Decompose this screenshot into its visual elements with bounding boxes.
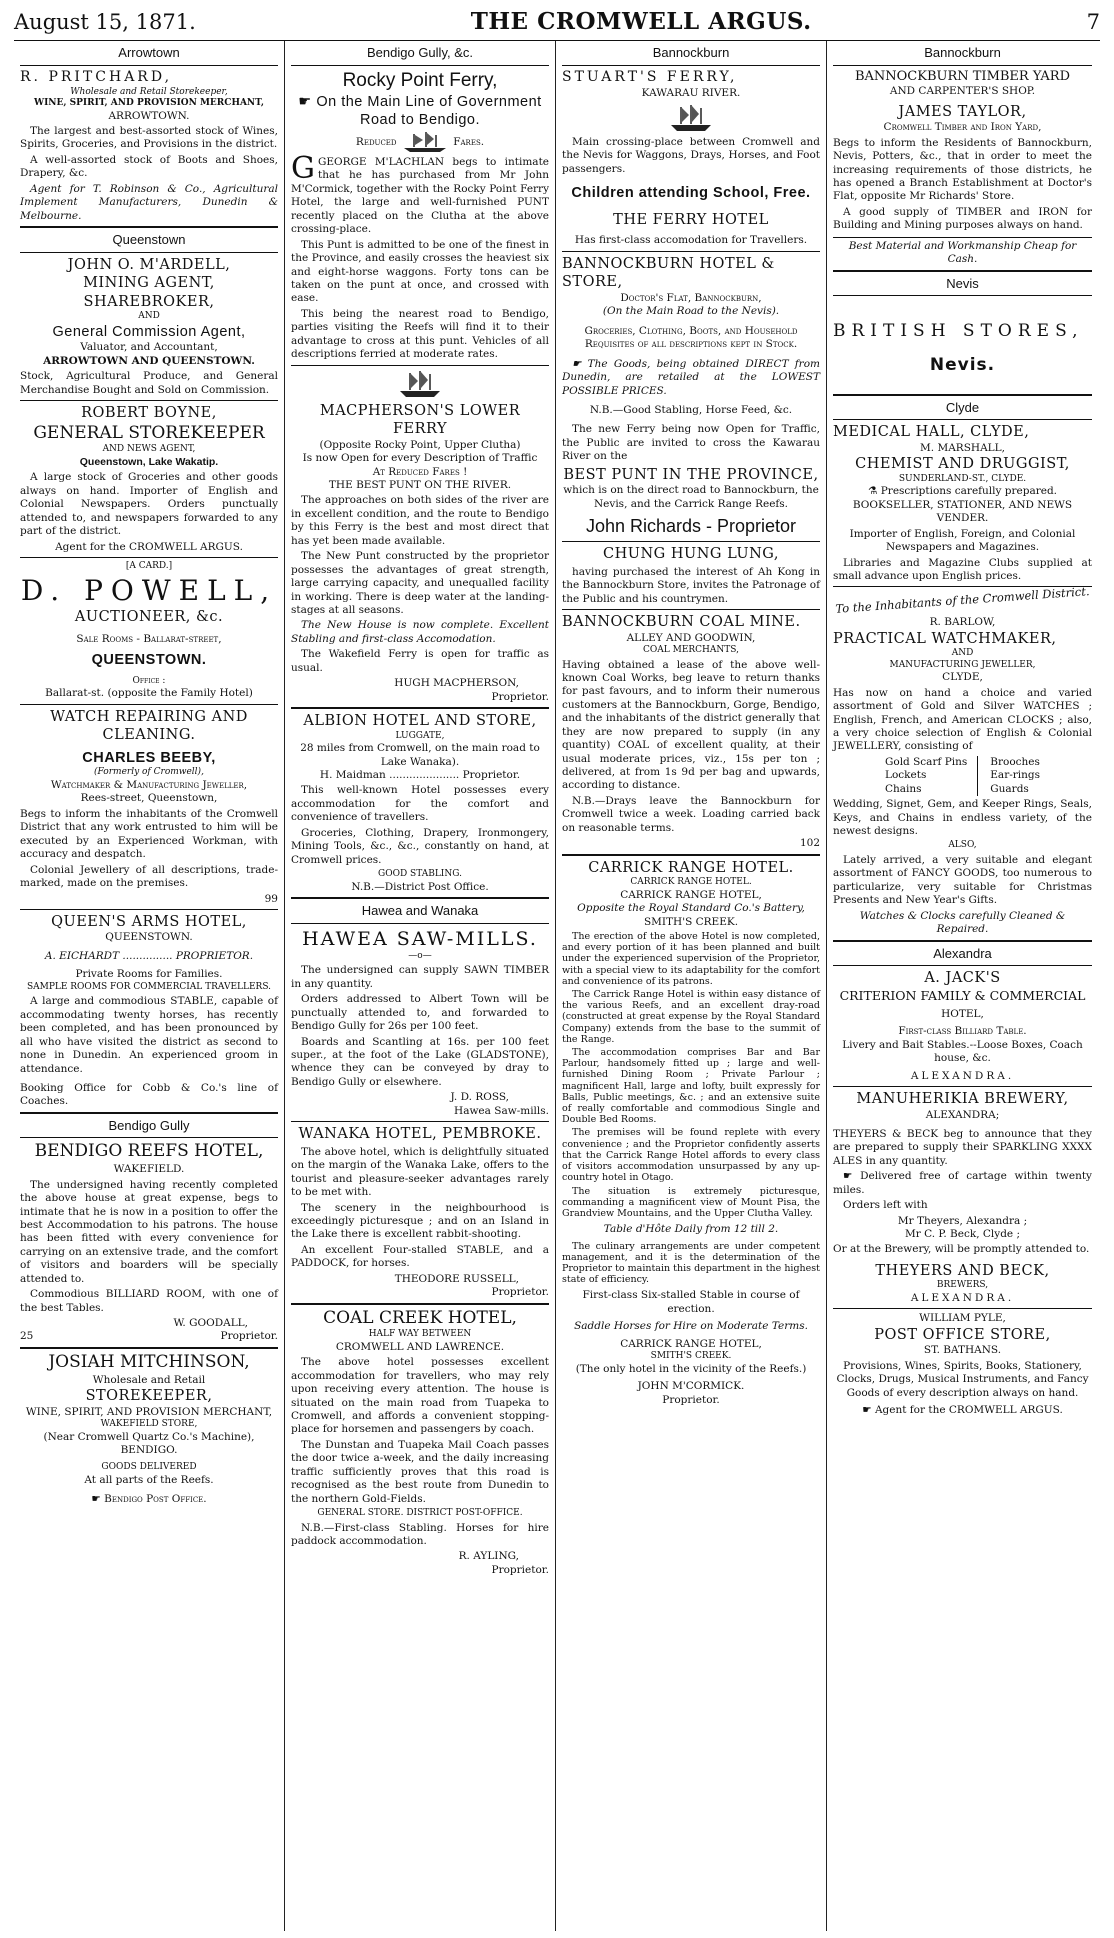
- ad-name: BENDIGO REEFS HOTEL,: [34, 1141, 264, 1162]
- ad-line: AND NEWS AGENT,: [102, 444, 196, 455]
- ad-line: (Near Cromwell Quartz Co.'s Machine),: [43, 1430, 255, 1443]
- list-item: Lockets: [884, 769, 927, 782]
- ad-text: Orders addressed to Albert Town will be punctually attended to, and forwarded to Bendigo Gully for 26s per 100 feet.: [291, 993, 549, 1033]
- ad-line: General Commission Agent,: [52, 323, 246, 340]
- ad-line: HALF WAY BETWEEN: [368, 1329, 472, 1340]
- ad-text: Groceries, Clothing, Drapery, Ironmongery, Mining Tools, &c., &c., constantly on hand, at Cromwell prices.: [291, 826, 549, 866]
- ad-beeby: [20, 708, 278, 906]
- section-heading: Hawea and Wanaka: [361, 902, 479, 918]
- ad-line: SUNDERLAND-ST., CLYDE.: [898, 473, 1027, 484]
- ad-mardell: [20, 256, 278, 397]
- section-heading: Bannockburn: [924, 45, 1001, 60]
- ad-text: The premises will be found replete with every convenience ; and the Proprietor confidently asserts that the Carrick Range Hotel affords to every class of visitors accommodation unsurpassed by any up-country hotel in Otago.: [562, 1127, 820, 1184]
- ad-line: 28 miles from Cromwell, on the main road to Lake Wanaka).: [300, 742, 540, 768]
- ad-line: (The only hotel in the vicinity of the Reefs.): [575, 1362, 807, 1375]
- ad-medical-hall: [833, 423, 1092, 583]
- ad-text: The approaches on both sides of the river are in excellent condition, and the route to Bendigo by this Ferry is the best and most direct that has yet been made available.: [291, 494, 549, 547]
- ad-boyne: [20, 404, 278, 554]
- ad-line: N.B.—District Post Office.: [351, 880, 489, 893]
- ad-name: QUEEN'S ARMS HOTEL,: [51, 913, 247, 930]
- ad-text: A large stock of Groceries and other goods always on hand. Importer of English and Colonial Newspapers. Orders punctually attended to, and newspapers forwarded to any part of the district.: [20, 471, 278, 538]
- mortar-pestle-icon: ⚗: [867, 485, 878, 498]
- ad-timber-yard: [833, 69, 1092, 267]
- column-4: [827, 41, 1098, 1931]
- ad-line: STOREKEEPER,: [85, 1388, 213, 1405]
- ad-line: [833, 1404, 1092, 1417]
- ad-signature: J. D. ROSS,: [450, 1091, 509, 1104]
- ad-line: SAMPLE ROOMS FOR COMMERCIAL TRAVELLERS.: [26, 981, 272, 992]
- ad-line: —o—: [408, 950, 432, 961]
- ad-bendigo-reefs: [20, 1141, 278, 1343]
- ad-text: Has now on hand a choice and varied assortment of Gold and Silver WATCHES ; English, French, and American CLOCKS ; also, a very choice selection of English & Colonial JEWELLERY, consisting of: [833, 686, 1092, 753]
- ad-line: AUCTIONEER, &c.: [74, 609, 224, 626]
- ad-text: GEORGE M'LACHLAN begs to intimate that he has purchased from Mr John M'Cormick, together with the Rocky Point Ferry Hotel, the large and well-furnished PUNT recently placed on the Clutha at the above crossing-place.: [291, 156, 549, 236]
- ad-line: ALEXANDRA.: [910, 1291, 1015, 1304]
- ad-name: STUART'S FERRY,: [562, 68, 738, 85]
- ad-line: ALEXANDRA;: [925, 1108, 1000, 1121]
- ad-text: N.B.—Drays leave the Bannockburn for Cromwell twice a week. Loading carried back on reasonable terms.: [562, 794, 820, 834]
- ad-text: Libraries and Magazine Clubs supplied at small advance upon English prices.: [833, 556, 1092, 583]
- ad-text: The New House is now complete. Excellent Stabling and first-class Accomodation.: [291, 619, 549, 645]
- ad-text: The Carrick Range Hotel is within easy distance of the various Reefs, and an excellent dray-road (constructed at great expense by the Royal Standard Company) extends from the base to the summit of the Range.: [562, 989, 820, 1045]
- ad-line: Proprietor.: [220, 1330, 278, 1343]
- ad-line: CHEMIST AND DRUGGIST,: [855, 456, 1070, 473]
- ad-text: Provisions, Wines, Spirits, Books, Stationery, Clocks, Drugs, Musical Instruments, and Fancy Goods of every description always on hand.: [836, 1359, 1089, 1399]
- ad-line: Nevis.: [929, 354, 996, 375]
- ad-line: ARROWTOWN AND QUEENSTOWN.: [43, 354, 255, 367]
- ad-bannockburn-hotel: [562, 255, 820, 538]
- ad-line: Rees-street, Queenstown,: [80, 792, 218, 805]
- ad-signature: W. GOODALL,: [173, 1317, 248, 1329]
- ad-name: POST OFFICE STORE,: [874, 1326, 1051, 1343]
- ad-line: Sale Rooms - Ballarat-street,: [76, 632, 222, 645]
- ad-barlow: [833, 584, 1092, 936]
- ad-text: The above hotel possesses excellent accommodation for travellers, who may rely upon receiving every attention. The house is situated on the main road from Tuapeka to Cromwell, and affords a convenient stopping-place for horsemen and passengers by coach.: [291, 1356, 549, 1436]
- ad-text: Stock, Agricultural Produce, and General Merchandise Bought and Sold on Commission.: [20, 370, 278, 396]
- ad-line: WINE, SPIRIT, AND PROVISION MERCHANT,: [25, 1405, 273, 1418]
- ad-name: MANUHERIKIA BREWERY,: [856, 1090, 1069, 1107]
- ad-text: Reduced: [355, 136, 397, 149]
- ad-line: ARROWTOWN.: [108, 109, 190, 122]
- ad-macphersons-ferry: [291, 369, 549, 704]
- ad-signature: JOHN M'CORMICK.: [637, 1380, 745, 1393]
- ad-name: BANNOCKBURN TIMBER YARD: [854, 68, 1071, 84]
- ad-line: THE FERRY HOTEL: [613, 211, 769, 228]
- column-1: [14, 41, 285, 1931]
- ad-bannockburn-coal-mine: [562, 613, 820, 851]
- ad-line: COAL MERCHANTS,: [643, 645, 739, 656]
- ad-text: Or at the Brewery, will be promptly attended to.: [833, 1243, 1090, 1256]
- ad-line: AND: [951, 648, 974, 659]
- ad-line: QUEENSTOWN.: [105, 931, 193, 944]
- ad-line: At all parts of the Reefs.: [84, 1473, 214, 1486]
- ad-text: Agent for T. Robinson & Co., Agricultural Implement Manufacturers, Dunedin & Melbourne.: [20, 182, 278, 222]
- section-heading: Alexandra: [933, 945, 992, 961]
- ad-line: [833, 485, 1092, 498]
- ad-line: Office :: [132, 675, 166, 686]
- ad-text: Agent for the CROMWELL ARGUS.: [874, 1404, 1063, 1417]
- ad-line: Proprietor.: [491, 1286, 549, 1299]
- ad-line: Wholesale and Retail: [92, 1373, 206, 1386]
- ad-name: JOHN O. M'ARDELL,: [67, 256, 231, 273]
- ad-line: Ballarat-st. (opposite the Family Hotel): [45, 687, 253, 700]
- ad-name: Rocky Point Ferry,: [342, 69, 498, 91]
- ad-line: CARRICK RANGE HOTEL,: [620, 1337, 762, 1350]
- page-number: 7: [1086, 10, 1100, 34]
- ad-name: COAL CREEK HOTEL,: [323, 1307, 517, 1328]
- ad-line: H. Maidman ..................... Proprietor.: [319, 768, 521, 781]
- ad-queens-arms: [20, 913, 278, 1109]
- ad-text: Begs to inform the inhabitants of the Cromwell District that any work entrusted to him will be executed by an Experienced Workman, with accuracy and despatch.: [20, 807, 278, 861]
- ad-text: Orders left with: [843, 1199, 928, 1212]
- ad-line: MINING AGENT, SHAREBROKER,: [83, 275, 215, 310]
- ad-line: WINE, SPIRIT, AND PROVISION MERCHANT,: [33, 98, 264, 109]
- ad-text: The above hotel, which is delightfully situated on the margin of the Wanaka Lake, offers to the tourist and pleasure-seeker advantages rarely to be met with.: [291, 1145, 549, 1199]
- section-heading: Arrowtown: [118, 45, 180, 60]
- ad-line: Hawea Saw-mills.: [454, 1104, 549, 1117]
- ad-line: (Opposite Rocky Point, Upper Clutha): [319, 438, 521, 451]
- column-2: [285, 41, 556, 1931]
- list-item: Gold Scarf Pins: [884, 755, 968, 768]
- ad-line: AND CARPENTER'S SHOP.: [889, 85, 1036, 98]
- ad-mitchinson: [20, 1352, 278, 1507]
- ad-powell: [20, 561, 278, 701]
- ad-text: Having obtained a lease of the above well-known Coal Works, beg leave to return thanks for past favours, and to inform their numerous customers at the Bannockburn, Gorge, Bendigo, and the inhabitants of the district generally that they are now prepared to supply (in any quantity) COAL of excellent quality, at their usual moderate prices, viz., 15s per ton ; delivered, at from 1s 9d per bag and upwards, according to distance.: [562, 658, 820, 792]
- ad-line: At Reduced Fares !: [372, 465, 468, 478]
- ad-line: Watches & Clocks carefully Cleaned & Repaired.: [859, 909, 1066, 936]
- ad-text: The scenery in the neighbourhood is exceedingly picturesque ; and on an Island in the Lake there is excellent rabbit-shooting.: [291, 1201, 549, 1241]
- ad-heading-arc: To the Inhabitants of the Cromwell District.: [834, 584, 1090, 617]
- ad-line: Groceries, Clothing, Boots, and Household Requisites of all descriptions kept in Stock.: [584, 324, 798, 351]
- ad-line: CRITERION FAMILY & COMMERCIAL: [839, 987, 1086, 1003]
- ad-line: ST. BATHANS.: [923, 1344, 1002, 1357]
- ad-text: On the Main Line of Government Road to Bendigo.: [316, 93, 542, 129]
- pointing-hand-icon: ☛: [843, 1170, 853, 1183]
- ad-british-stores: [833, 299, 1092, 391]
- ad-text: The new Ferry being now Open for Traffic, the Public are invited to cross the Kawarau River on the: [562, 423, 820, 463]
- ad-line: WILLIAM PYLE,: [919, 1312, 1006, 1325]
- ad-name: BRITISH STORES,: [833, 321, 1084, 342]
- ad-text: Fares.: [453, 136, 485, 149]
- ad-line: Livery and Bait Stables.--Loose Boxes, Coach house, &c.: [842, 1038, 1083, 1065]
- ad-line: (Formerly of Cromwell),: [94, 767, 204, 778]
- ad-text: The largest and best-assorted stock of Wines, Spirits, Groceries, and Provisions in the district.: [20, 125, 278, 151]
- section-heading: Nevis: [946, 275, 979, 291]
- ad-line: First-class Billiard Table.: [898, 1025, 1027, 1038]
- ad-line: QUEENSTOWN.: [91, 652, 207, 669]
- ad-albion-hotel: [291, 712, 549, 894]
- ad-text: The situation is extremely picturesque, commanding a magnificent view of Mount Pisa, the Grandview Mountains, and the Upper Clutha Valley.: [562, 1185, 820, 1219]
- ad-text: A large and commodious STABLE, capable of accommodating twenty horses, has recently been completed, and has been pronounced by all who have visited the district as second to none in Dunedin. An experienced groom in attendance.: [20, 995, 278, 1075]
- ad-manuherikia-brewery: [833, 1090, 1092, 1305]
- ad-text: This Punt is admitted to be one of the finest in the Province, and easily crosses the heaviest six and eight-horse waggons. Forty tons can be taken on the punt at once, and crossed with ease.: [291, 238, 549, 305]
- ad-text: The accommodation comprises Bar and Bar Parlour, handsomely fitted up ; large and well-furnished Dining Room ; Private Parlour ; magnificent Hall, large and lofty, built expressly for Balls, Public meetings, &c. ; and an extensive suite of really comfortable and commodious Single and Double Bed Rooms.: [562, 1047, 820, 1126]
- ad-name: HAWEA SAW-MILLS.: [302, 927, 538, 950]
- ad-line: A. EICHARDT ............... PROPRIETOR.: [44, 949, 254, 962]
- ad-text: This being the nearest road to Bendigo, parties visiting the Reefs will find it to their advantage to cross at this punt. Vehicles of all descriptions ferried at moderate rates.: [291, 307, 549, 361]
- ad-post-office-store: [833, 1312, 1092, 1417]
- ad-signature: R. AYLING,: [458, 1550, 519, 1563]
- column-3: [556, 41, 827, 1931]
- ad-text: Wedding, Signet, Gem, and Keeper Rings, Seals, Keys, and Chains in endless variety, of the newest designs.: [833, 798, 1092, 838]
- ad-text: Importer of English, Foreign, and Colonial Newspapers and Magazines.: [849, 527, 1076, 554]
- ad-line: CLYDE,: [942, 671, 983, 684]
- ad-text: N.B.—First-class Stabling. Horses for hire paddock accommodation.: [291, 1521, 549, 1548]
- ad-line: THEYERS AND BECK,: [875, 1262, 1050, 1279]
- ad-line: [291, 130, 549, 154]
- ad-name: A. JACK'S: [924, 970, 1001, 987]
- ad-line: SMITH'S CREEK.: [643, 915, 739, 928]
- section-heading: Bannockburn: [652, 45, 730, 60]
- columns: [14, 41, 1100, 1931]
- ad-line: Is now Open for every Description of Traffic: [302, 452, 538, 465]
- ad-name: BANNOCKBURN HOTEL & STORE,: [562, 255, 775, 291]
- ad-line: Doctor's Flat, Bannockburn,: [620, 291, 762, 304]
- ad-line: Has first-class accomodation for Travellers.: [574, 234, 808, 247]
- ad-hawea-saw-mills: [291, 927, 549, 1119]
- ad-text: Commodious BILLIARD ROOM, with one of the best Tables.: [20, 1288, 278, 1314]
- ad-line: Mr Theyers, Alexandra ;: [897, 1214, 1028, 1227]
- section-heading: Queenstown: [112, 232, 186, 248]
- ad-rocky-point-ferry: [291, 69, 549, 362]
- ad-line: CARRICK RANGE HOTEL,: [620, 888, 762, 901]
- ad-number: 99: [264, 892, 278, 905]
- ad-line: First-class Six-stalled Stable in course of erection.: [582, 1289, 800, 1315]
- ad-line: THE BEST PUNT ON THE RIVER.: [328, 479, 512, 491]
- pointing-hand-icon: ☛: [298, 93, 312, 110]
- ad-text: Main crossing-place between Cromwell and the Nevis for Waggons, Drays, Horses, and Foot passengers.: [562, 135, 820, 175]
- ad-line: Wholesale and Retail Storekeeper,: [70, 86, 228, 97]
- list-item: Brooches: [990, 755, 1040, 768]
- ad-text: Prescriptions carefully prepared.: [880, 485, 1058, 498]
- ad-criterion-hotel: [833, 969, 1092, 1083]
- ad-line: BOOKSELLER, STATIONER, AND NEWS VENDER.: [852, 498, 1073, 525]
- ad-line: (On the Main Road to the Nevis).: [602, 305, 780, 318]
- ad-line: Children attending School, Free.: [571, 185, 811, 202]
- ad-text: The New Punt constructed by the proprietor possesses the advantages of great strength, large carrying capacity, and unequalled facility in working. There is deep water at the landing-stages at all seasons.: [291, 550, 549, 616]
- ad-line: WAKEFIELD STORE,: [100, 1419, 198, 1430]
- ad-line: Proprietor.: [491, 1563, 549, 1576]
- ad-line: [291, 93, 549, 130]
- ad-name: CHARLES BEEBY,: [82, 749, 216, 766]
- ad-name: MEDICAL HALL, CLYDE,: [833, 424, 1030, 441]
- ad-text: Begs to inform the Residents of Bannockburn, Nevis, Potters, &c., that in order to meet the increasing requirements of those districts, he has opened a Branch Establishment at Doctor's Flat, opposite Mr Richards' Store.: [833, 136, 1092, 203]
- list-item: Ear-rings: [990, 769, 1041, 782]
- ad-line: Table d'Hôte Daily from 12 till 2.: [603, 1223, 779, 1236]
- ad-text: A good supply of TIMBER and IRON for Building and Mining purposes always on hand.: [833, 205, 1092, 232]
- ad-line: CROMWELL AND LAWRENCE.: [335, 1340, 505, 1353]
- ad-line: Saddle Horses for Hire on Moderate Terms.: [574, 1320, 808, 1333]
- ad-line: M. MARSHALL,: [920, 441, 1005, 454]
- ad-line: GOOD STABLING.: [378, 869, 462, 879]
- ad-text: THEYERS & BECK beg to announce that they are prepared to supply their SPARKLING XXXX ALES in any quantity.: [833, 1127, 1092, 1167]
- masthead: [14, 8, 1100, 41]
- ad-name: D. POWELL,: [20, 573, 278, 607]
- ad-text: A well-assorted stock of Boots and Shoes, Drapery, &c.: [20, 153, 278, 180]
- ad-name: WANAKA HOTEL, PEMBROKE.: [298, 1126, 542, 1143]
- ad-text: The Dunstan and Tuapeka Mail Coach passes the door twice a-week, and the daily increasing traffic sufficiently proves that this road is recognised as the best route from Dunedin to the northern Gold-Fields.: [291, 1438, 549, 1505]
- ad-line: BENDIGO.: [120, 1444, 178, 1456]
- ad-wanaka-hotel: [291, 1125, 549, 1299]
- ad-name: CARRICK RANGE HOTEL.: [588, 859, 794, 876]
- ad-line: [20, 1493, 278, 1506]
- ad-text: Boards and Scantling at 16s. per 100 feet super., at the foot of the Lake (GLADSTONE), whence they can be conveyed by dray to Bendigo Gully or elsewhere.: [291, 1035, 549, 1088]
- ad-stuarts-ferry: [562, 69, 820, 248]
- ad-line: N.B.—Good Stabling, Horse Feed, &c.: [589, 403, 793, 416]
- ad-line: GENERAL STOREKEEPER: [33, 422, 265, 443]
- pointing-hand-icon: ☛: [572, 357, 582, 370]
- list-item: Chains: [884, 782, 922, 795]
- ad-line: WAKEFIELD.: [113, 1163, 185, 1176]
- ad-line: Cromwell Timber and Iron Yard,: [883, 121, 1042, 134]
- ad-line: SMITH'S CREEK.: [650, 1351, 732, 1362]
- ad-line: ALSO,: [948, 840, 977, 851]
- pointing-hand-icon: ☛: [91, 1493, 101, 1506]
- ad-line: Proprietor.: [662, 1393, 720, 1406]
- ad-carrick-range-hotel: [562, 859, 820, 1407]
- ad-line: PRACTICAL WATCHMAKER,: [833, 630, 1057, 647]
- ad-line: Best Material and Workmanship Cheap for Cash.: [833, 237, 1092, 267]
- ad-coal-creek-hotel: [291, 1308, 549, 1578]
- ad-text: Delivered free of cartage within twenty miles.: [833, 1170, 1092, 1196]
- ad-line: LUGGATE,: [395, 730, 445, 741]
- ad-line: JAMES TAYLOR,: [898, 103, 1027, 120]
- ad-line: GOODS DELIVERED: [101, 1462, 197, 1473]
- ad-text: The erection of the above Hotel is now completed, and every portion of it has been planned and built under the experienced supervision of the Proprietor, with a special view to its adaptability for the comfort and convenience of its patrons.: [562, 931, 820, 987]
- ad-line: which is on the direct road to Bannockburn, the Nevis, and the Carrick Range Reefs.: [563, 484, 819, 510]
- ad-line: HOTEL,: [941, 1007, 984, 1020]
- ad-chung-hung-lung: [562, 545, 820, 606]
- ad-line: WATCH REPAIRING AND CLEANING.: [50, 708, 248, 744]
- section-heading: Clyde: [945, 399, 980, 415]
- section-heading: Bendigo Gully: [108, 1117, 190, 1133]
- list-item: Guards: [990, 782, 1029, 795]
- jewellery-list: [833, 756, 1092, 796]
- ad-text: The Goods, being obtained DIRECT from Dunedin, are retailed at the LOWEST POSSIBLE PRICES.: [562, 357, 820, 397]
- issue-date: August 15, 1871.: [14, 10, 196, 34]
- ad-pritchard: [20, 69, 278, 223]
- ad-line: Queenstown, Lake Wakatip.: [79, 455, 219, 468]
- ad-line: Valuator, and Accountant,: [80, 341, 218, 354]
- ad-line: Watchmaker & Manufacturing Jeweller,: [50, 779, 248, 791]
- ad-line: Mr C. P. Beck, Clyde ;: [904, 1228, 1021, 1240]
- ad-line: [A CARD.]: [125, 561, 173, 572]
- ad-text: This well-known Hotel possesses every accommodation for the comfort and convenience of travellers.: [291, 784, 549, 824]
- ad-name: BANNOCKBURN COAL MINE.: [562, 614, 801, 631]
- ad-signature: HUGH MACPHERSON,: [394, 677, 519, 690]
- ad-line: GENERAL STORE. DISTRICT POST-OFFICE.: [317, 1508, 523, 1519]
- ad-text: Lately arrived, a very suitable and elegant assortment of FANCY GOODS, too numerous to particularize, very suitable for Christmas Presents and New Year's Gifts.: [833, 853, 1092, 907]
- ad-line: KAWARAU RIVER.: [641, 86, 741, 99]
- ad-name: CHUNG HUNG LUNG,: [602, 546, 779, 563]
- ad-line: CARRICK RANGE HOTEL.: [630, 877, 752, 888]
- ad-text: An excellent Four-stalled STABLE, and a PADDOCK, for horses.: [291, 1243, 549, 1270]
- ad-line: Private Rooms for Families.: [75, 968, 223, 981]
- drop-cap: G: [291, 151, 315, 187]
- ad-name: ROBERT BOYNE,: [81, 405, 217, 422]
- ad-line: MANUFACTURING JEWELLER,: [889, 659, 1036, 670]
- ad-name: ALBION HOTEL AND STORE,: [303, 713, 537, 729]
- ad-line: John Richards - Proprietor: [585, 516, 797, 537]
- ad-line: Proprietor.: [491, 690, 549, 703]
- ad-text: The undersigned can supply SAWN TIMBER in any quantity.: [291, 964, 549, 990]
- ad-line: ALLEY AND GOODWIN,: [626, 631, 756, 644]
- ad-line: BEST PUNT IN THE PROVINCE,: [563, 466, 819, 483]
- section-heading: Bendigo Gully, &c.: [367, 45, 473, 60]
- ad-line: Opposite the Royal Standard Co.'s Battery,: [577, 902, 805, 915]
- ad-line: Agent for the CROMWELL ARGUS.: [55, 540, 243, 553]
- ad-line: AND: [138, 311, 160, 322]
- ad-number: 102: [799, 837, 820, 850]
- ad-text: Colonial Jewellery of all descriptions, trade-marked, made on the premises.: [20, 863, 278, 890]
- ad-name: R. PRITCHARD,: [20, 68, 173, 85]
- ad-line: BREWERS,: [936, 1280, 989, 1291]
- ship-icon: [400, 130, 450, 154]
- ad-number: 25: [20, 1330, 34, 1343]
- ad-line: ALEXANDRA.: [910, 1069, 1015, 1082]
- ad-text: Bendigo Post Office.: [104, 1493, 207, 1506]
- ad-name: JOSIAH MITCHINSON,: [48, 1351, 250, 1372]
- ship-icon: [396, 369, 444, 399]
- ad-signature: THEODORE RUSSELL,: [394, 1272, 519, 1285]
- ad-name: MACPHERSON'S LOWER FERRY: [319, 402, 521, 438]
- newspaper-title: THE CROMWELL ARGUS.: [470, 8, 812, 35]
- ad-name: R. BARLOW,: [929, 616, 996, 629]
- ship-icon: [667, 103, 715, 133]
- ad-text: The culinary arrangements are under competent management, and it is the determination of the Proprietor to maintain this department in the highest state of efficiency.: [562, 1240, 820, 1286]
- pointing-hand-icon: ☛: [862, 1404, 872, 1417]
- ad-text: Booking Office for Cobb & Co.'s line of Coaches.: [20, 1081, 278, 1108]
- ad-text: The undersigned having recently completed the above house at great expense, begs to intimate that he is now in a position to offer the best Accommodation to his patrons. The house has been fitted with every convenience for carrying on an extensive trade, and the comfort of visitors and boarders will be specially attended to.: [20, 1178, 278, 1285]
- ad-text: The Wakefield Ferry is open for traffic as usual.: [291, 648, 549, 674]
- ad-text: having purchased the interest of Ah Kong in the Bannockburn Store, invites the Patronage of the Public and his countrymen.: [562, 565, 820, 605]
